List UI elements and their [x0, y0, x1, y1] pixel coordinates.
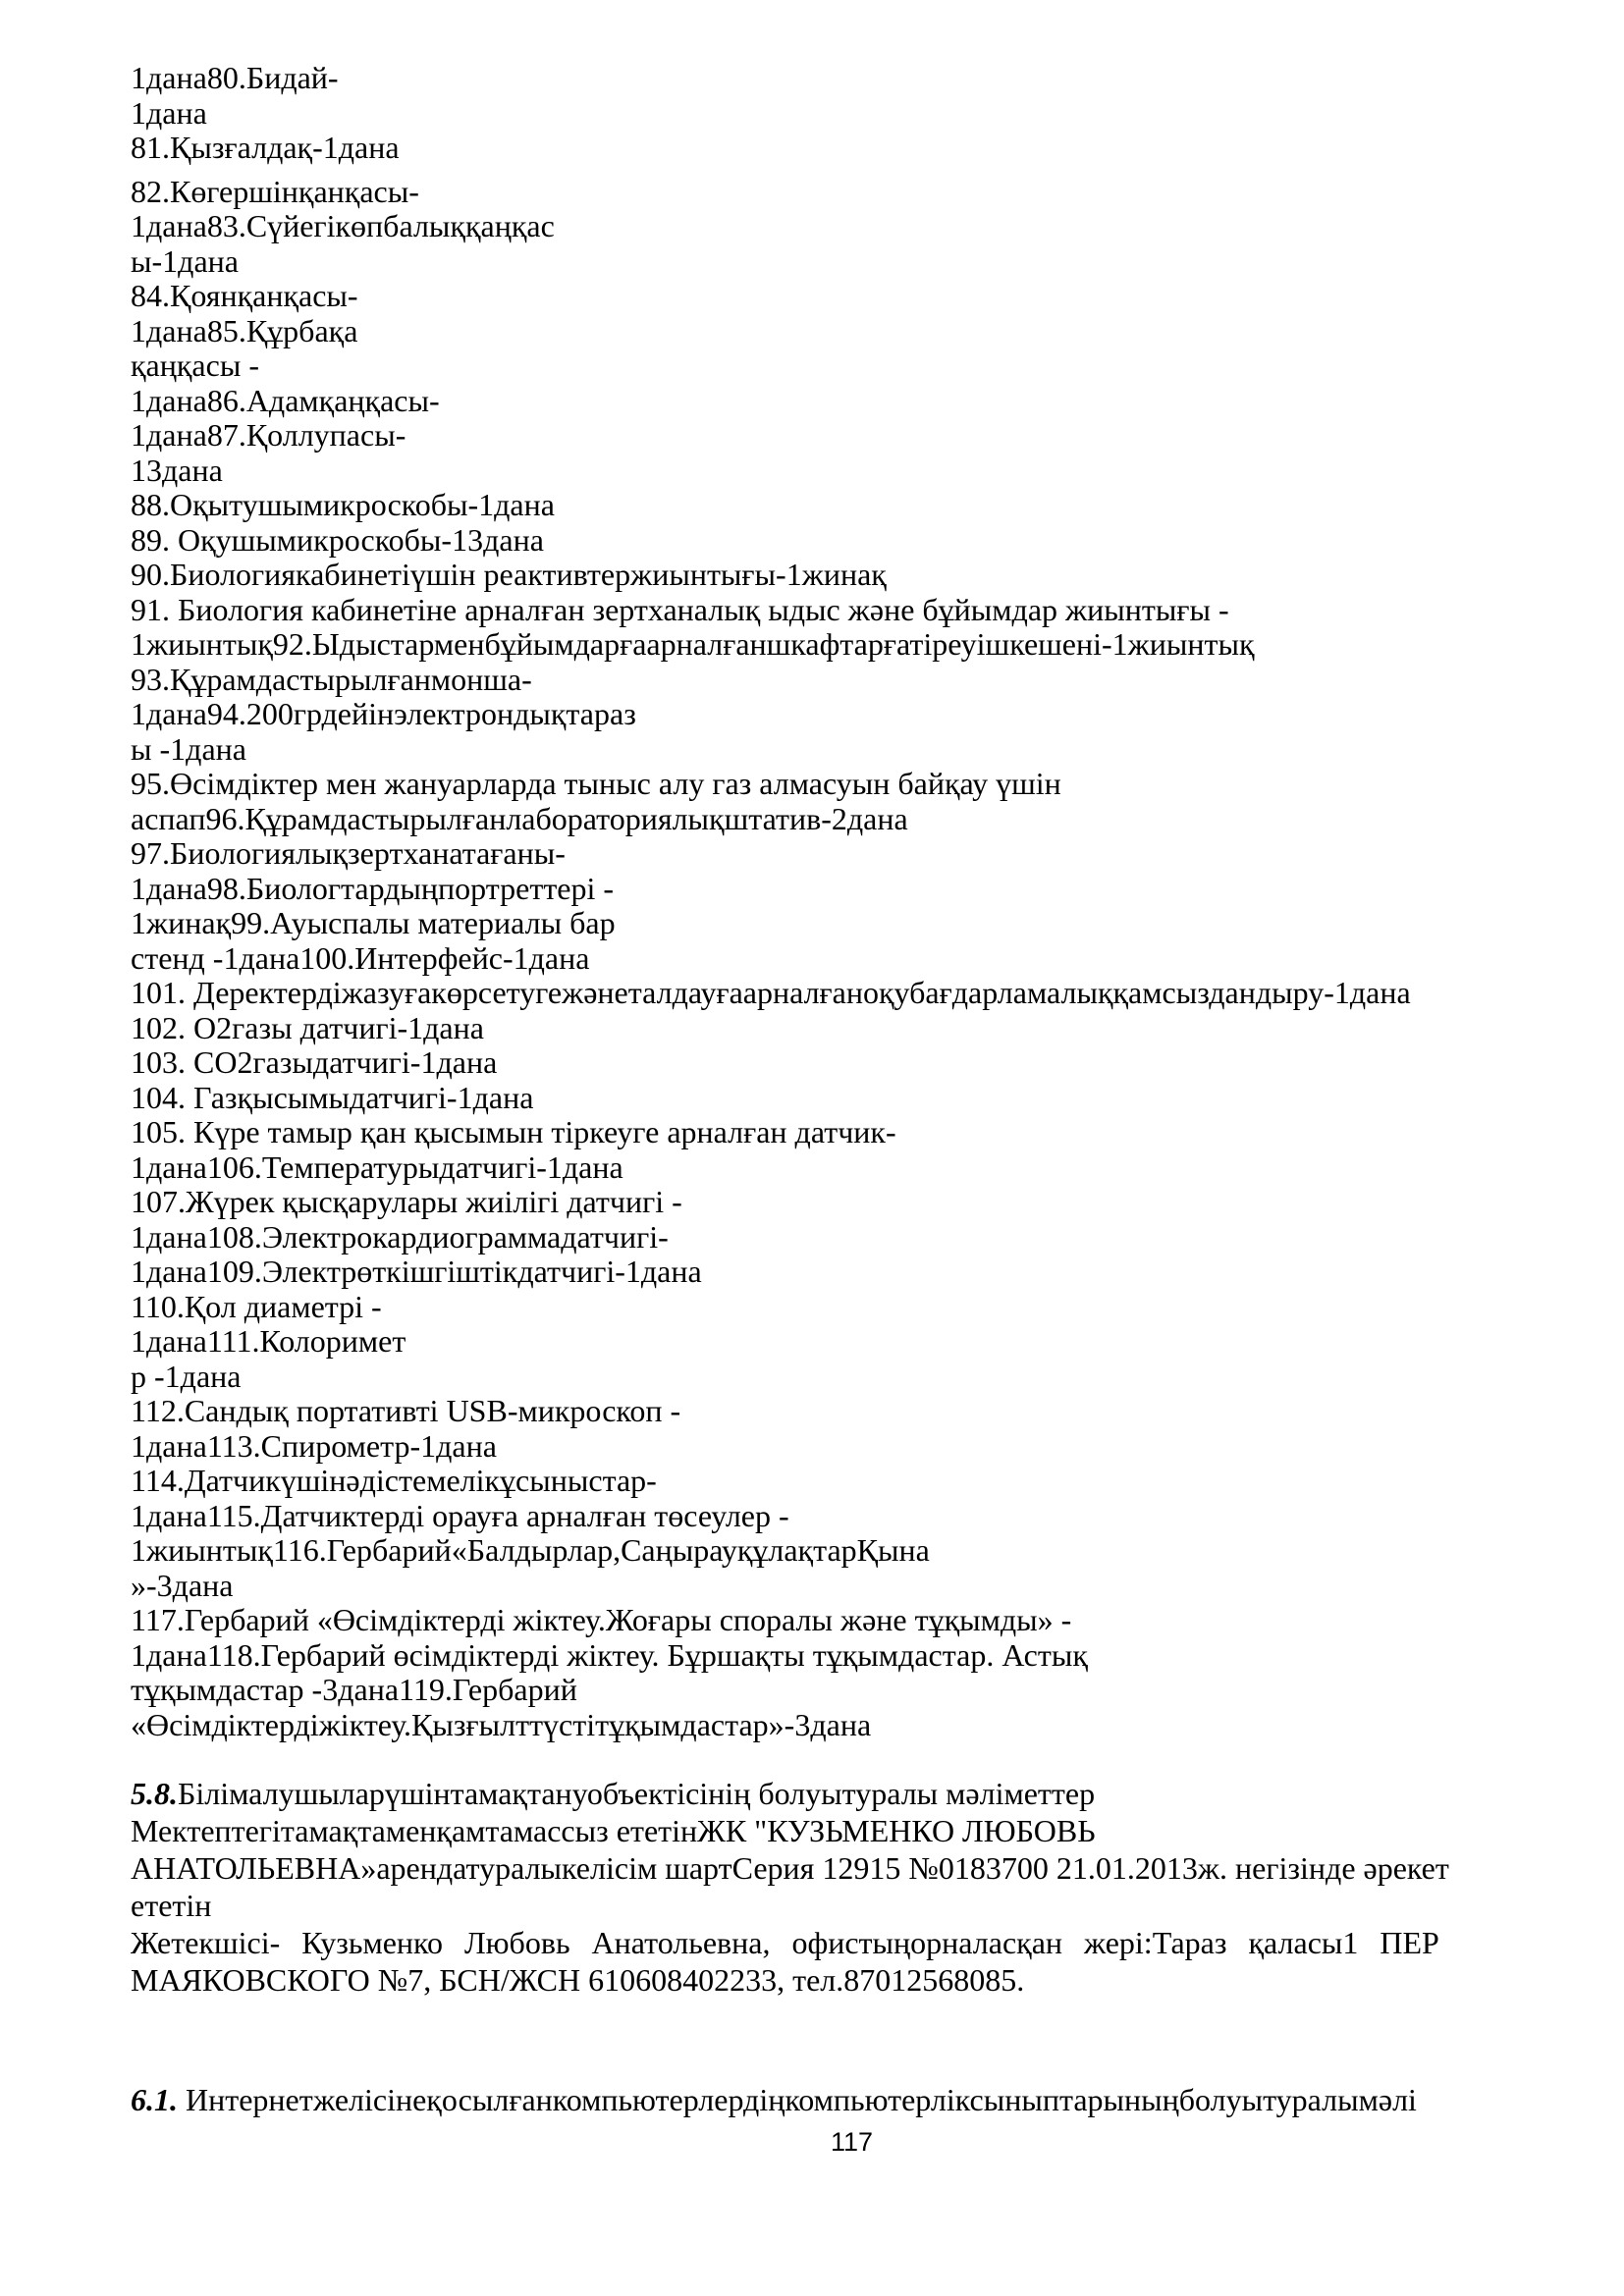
text-line: МАЯКОВСКОГО №7, БСН/ЖСН 610608402233, тел.87012568085.	[131, 1962, 1025, 1998]
section-6-1	[131, 2081, 1574, 2118]
text-line: АНАТОЛЬЕВНА»арендатуралыкелісім шартСерия 12915 №0183700 21.01.2013ж. негізінде әрекет	[131, 1850, 1449, 1886]
text-line: »-3дана	[131, 1567, 234, 1603]
text-line: Мектептегітамақтаменқамтамассыз ететінЖК "КУЗЬМЕНКО ЛЮБОВЬ	[131, 1813, 1096, 1848]
inventory-list	[131, 61, 1574, 1742]
text-line: 102. О2газы датчигі-1дана	[131, 1009, 484, 1045]
text-line: 1дана108.Электрокардиограммадатчигі-	[131, 1218, 669, 1255]
section-6-1-number: 6.1.	[131, 2082, 178, 2117]
text-line: 1дана113.Спирометр-1дана	[131, 1427, 497, 1464]
text-line: 110.Қол диаметрі -	[131, 1288, 382, 1324]
text-line: р -1дана	[131, 1358, 242, 1394]
text-line: 104. Газқысымыдатчигі-1дана	[131, 1079, 534, 1115]
text-line: 88.Оқытушымикроскобы-1дана	[131, 487, 555, 522]
section-5-8-body	[131, 1812, 1574, 1999]
text-line: 1дана115.Датчиктерді орауға арналған төсеулер -	[131, 1497, 789, 1533]
text-line: 117.Гербарий «Өсімдіктерді жіктеу.Жоғары споралы және тұқымды» -	[131, 1602, 1072, 1637]
text-line: 84.Қоянқанқасы-	[131, 278, 358, 313]
text-line: қаңқасы -	[131, 347, 259, 383]
text-line: 97.Биологиялықзертханатағаны-	[131, 835, 566, 871]
section-6-1-heading-text: Интернетжелісінеқосылғанкомпьютерлердіңкомпьютерліксыныптарыныңболуытуралымәлі	[178, 2082, 1417, 2117]
text-line: 81.Қызғалдақ-1дана	[131, 130, 400, 165]
text-line: 1дана111.Колоримет	[131, 1323, 406, 1359]
text-line: 1дана87.Қоллупасы-	[131, 417, 406, 453]
section-6-1-heading	[131, 2081, 1574, 2118]
section-5-8	[131, 1775, 1574, 1999]
text-line: 1дана109.Электрөткішгіштікдатчигі-1дана	[131, 1254, 702, 1289]
text-line: ететін	[131, 1888, 212, 1923]
text-line: 107.Жүрек қысқарулары жиілігі датчигі -	[131, 1184, 682, 1219]
text-line: 1дана	[131, 94, 207, 131]
text-line: 1дана86.Адамқаңқасы-	[131, 382, 440, 418]
text-line: ы -1дана	[131, 730, 246, 767]
section-5-8-number: 5.8.	[131, 1776, 178, 1811]
text-line: 1жиынтық116.Гербарий«Балдырлар,СаңырауқұлақтарҚына	[131, 1532, 930, 1568]
text-line: 13дана	[131, 452, 223, 488]
text-line: 1жинақ99.Ауыспалы материалы бар	[131, 905, 616, 940]
text-line: 1жиынтық92.Ыдыстарменбұйымдарғаарналғаншкафтарғатіреуішкешені-1жиынтық	[131, 626, 1255, 662]
section-5-8-heading-text: Білімалушыларүшінтамақтануобъектісінің болуытуралы мәліметтер	[178, 1776, 1096, 1811]
text-line: «Өсімдіктердіжіктеу.Қызғылттүстітұқымдастар»-3дана	[131, 1706, 872, 1742]
text-line: 112.Сандық портативті USB-микроскоп -	[131, 1393, 681, 1428]
section-5-8-heading	[131, 1775, 1574, 1812]
text-line: 105. Күре тамыр қан қысымын тіркеуге арналған датчик-	[131, 1114, 896, 1149]
text-line: 1дана106.Температурыдатчигі-1дана	[131, 1148, 623, 1185]
text-line: 1дана94.200грдейінэлектрондықтараз	[131, 696, 636, 731]
text-line: 101. Деректердіжазуғакөрсетугежәнеталдауғаарналғаноқубағдарламалыққамсыздандыру-1дана	[131, 975, 1411, 1010]
text-line: Жетекшісі- Кузьменко Любовь Анатольевна, офистыңорналасқан жері:Тараз қаласы1 ПЕР	[131, 1925, 1439, 1960]
text-line: стенд -1дана100.Интерфейс-1дана	[131, 939, 590, 976]
text-line: 91. Биология кабинетіне арналған зертханалық ыдыс және бұйымдар жиынтығы -	[131, 591, 1229, 627]
text-line: 90.Биологиякабинетіүшін реактивтержиынтығы-1жинақ	[131, 557, 887, 592]
document-page	[131, 61, 1574, 2118]
text-line: аспап96.Құрамдастырылғанлабораториялықштатив-2дана	[131, 800, 908, 836]
text-line: 103. СО2газыдатчигі-1дана	[131, 1044, 498, 1080]
text-line: 82.Көгершінқанқасы-	[131, 173, 419, 209]
text-line: тұқымдастар -3дана119.Гербарий	[131, 1672, 577, 1707]
page-number: 117	[831, 2127, 874, 2157]
text-line: 1дана118.Гербарий өсімдіктерді жіктеу. Бұршақты тұқымдастар. Астық	[131, 1636, 1088, 1673]
text-line: 95.Өсімдіктер мен жануарларда тыныс алу газ алмасуын байқау үшін	[131, 766, 1061, 801]
text-line: ы-1дана	[131, 242, 239, 279]
text-line: 1дана98.Биологтардыңпортреттері -	[131, 870, 615, 906]
text-line: 1дана80.Бидай-	[131, 60, 339, 95]
text-line: 1дана85.Құрбақа	[131, 312, 358, 348]
text-line: 114.Датчикүшінәдістемелікұсыныстар-	[131, 1463, 657, 1498]
text-line: 1дана83.Сүйегікөпбалыққаңқас	[131, 208, 555, 243]
text-line: 89. Оқушымикроскобы-13дана	[131, 521, 544, 558]
text-line: 93.Құрамдастырылғанмонша-	[131, 661, 532, 697]
